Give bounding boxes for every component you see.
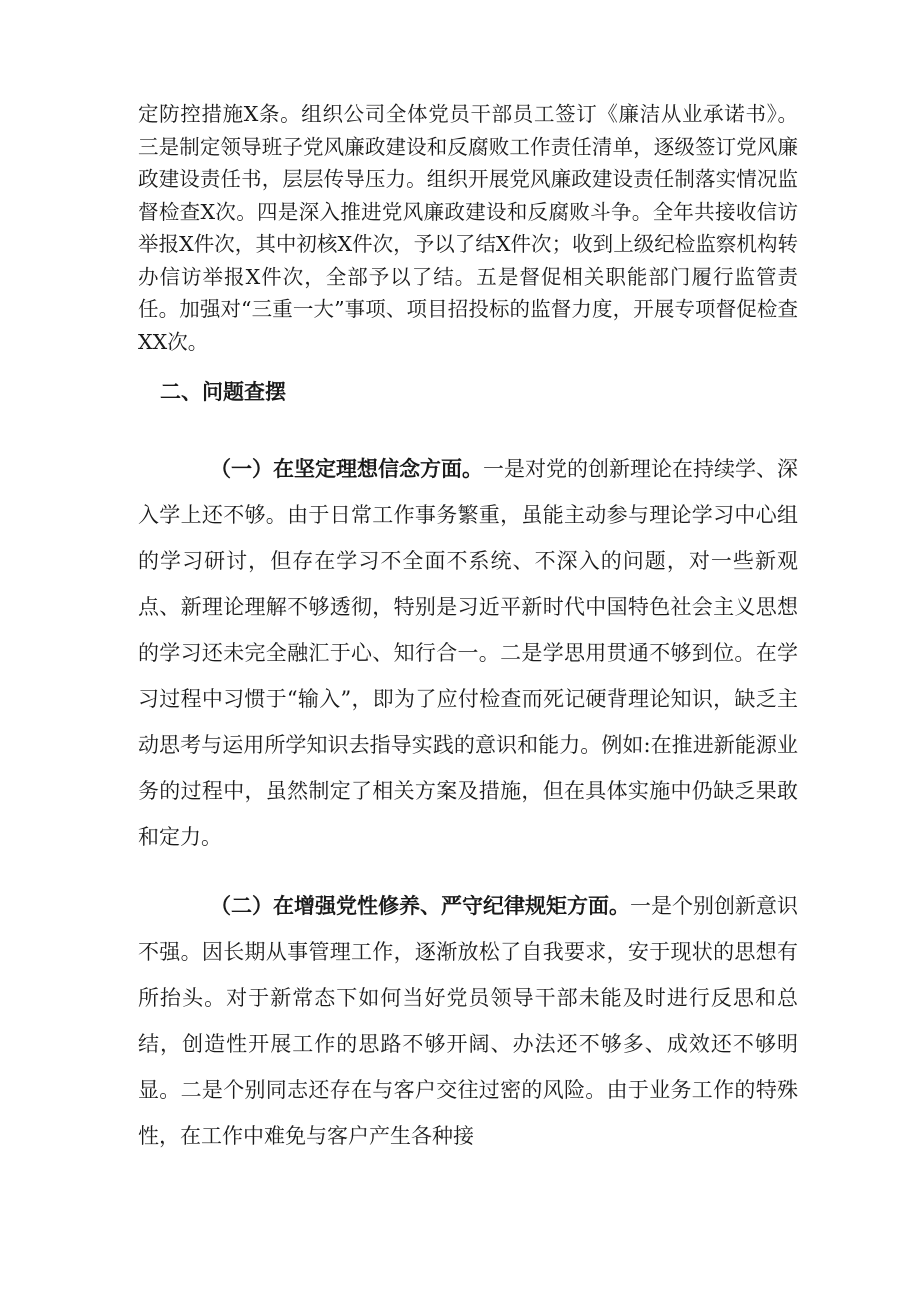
paragraph-ideals-beliefs <box>138 446 798 860</box>
paragraph-party-discipline <box>138 883 798 1159</box>
paragraph-work-summary: 定防控措施X条。组织公司全体党员干部员工签订《廉洁从业承诺书》。三是制定领导班子党风廉政建设和反腐败工作责任清单，逐级签订党风廉政建设责任书，层层传导压力。组织开展党风廉政建设责任制落实情况监督检查X次。四是深入推进党风廉政建设和反腐败斗争。全年共接收信访举报X件次，其中初核X件次，予以了结X件次；收到上级纪检监察机构转办信访举报X件次，全部予以了结。五是督促相关职能部门履行监管责任。加强对“三重一大”事项、项目招投标的监督力度，开展专项督促检查XX次。 <box>138 102 798 354</box>
subsection-2-lead: （二）在增强党性修养、严守纪律规矩方面。 <box>210 893 630 918</box>
subsection-2-body: 一是个别创新意识不强。因长期从事管理工作，逐渐放松了自我要求，安于现状的思想有所抬头。对于新常态下如何当好党员领导干部未能及时进行反思和总结，创造性开展工作的思路不够开阔、办法还不够多、成效还不够明显。二是个别同志还存在与客户交往过密的风险。由于业务工作的特殊性，在工作中难免与客户产生各种接 <box>138 894 798 1148</box>
section-heading-problems: 二、问题查摆 <box>160 379 286 404</box>
subsection-1-lead: （一）在坚定理想信念方面。 <box>210 456 483 481</box>
subsection-1-body: 一是对党的创新理论在持续学、深入学上还不够。由于日常工作事务繁重，虽能主动参与理论学习中心组的学习研讨，但存在学习不全面不系统、不深入的问题，对一些新观点、新理论理解不够透彻，特别是习近平新时代中国特色社会主义思想的学习还未完全融汇于心、知行合一。二是学思用贯通不够到位。在学习过程中习惯于“输入”，即为了应付检查而死记硬背理论知识，缺乏主动思考与运用所学知识去指导实践的意识和能力。例如:在推进新能源业务的过程中，虽然制定了相关方案及措施，但在具体实施中仍缺乏果敢和定力。 <box>138 457 798 849</box>
